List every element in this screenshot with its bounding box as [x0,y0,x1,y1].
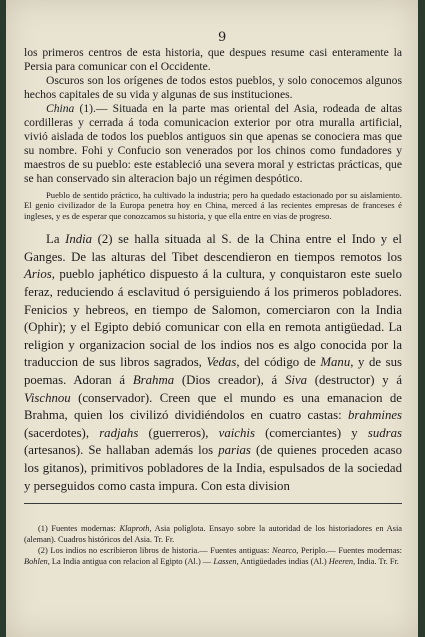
footnote-text: , Asia políglota. Ensayo sobre la autoridad de los historiadores en Asia (aleman). Cuadros históricos del Asia. Tr. Fr. [24,524,402,544]
author-name: Bohlen [24,556,48,566]
term-vedas: Vedas [206,355,237,370]
term-manu: Manu [320,355,351,370]
term-vaichis: vaichis [218,425,255,440]
footnote-1 [24,524,402,546]
footnote-divider [24,503,402,504]
india-text: (de quienes proceden acaso los gitanos), primitivos pobladores de la India, espulsados de la sociedad y perseguidos como casta impura. Con esta division [24,443,402,493]
india-text: , del código de [236,355,321,370]
india-text: (comerciantes) y [254,425,368,440]
india-text: , pueblo japhético dispuesto á la cultura, y conquistaron este suelo feraz, reduciendo á esclavitud ó persiguiendo á los primeros pobladores. Fenicios y hebreos, en tiempo de Salomon, comerciaron con la India (Ophir); y el Egipto debió comunicar con ella en remota antigüedad. La religion y organizacion social de los indios nos es algo conocida por la traduccion de sus libros sagrados, [24,267,402,370]
footnote-text: , Antigüedades indias (Al.) [236,556,329,566]
page-number: 9 [218,30,227,45]
paragraph-continuation: los primeros centros de esta historia, que despues resume casi enteramente la Persia para comunicar con el Occidente. [24,46,402,73]
term-siva: Siva [284,372,308,387]
india-heading: India [65,232,93,247]
india-text: (conservador). Creen que el mundo es una emanacion de Brahma, quien los civilizó dividiéndolos en cuatro castas: [24,390,402,423]
term-vischnou: Vischnou [24,390,71,405]
term-arios: Arios [24,267,52,282]
author-name: Nearco [271,545,297,555]
india-text: (Dios creador), á [174,372,285,387]
author-name: Heeren [328,556,354,566]
india-text: La [46,232,66,247]
author-name: Klaproth [119,524,150,534]
footnote-text: (1) Fuentes modernas: [38,524,120,534]
term-radjahs: radjahs [99,425,139,440]
china-text: (1).— Situada en la parte mas oriental del Asia, rodeada de altas cordilleras y cerrada á toda comunicacion exterior por otra muralla artificial, vivió aislada de todos los pueblos antiguos sin que apenas se conociera mas que su nombre. Fohi y Confucio son venerados por los chinos como fundadores y maestros de su pueblo: este estableció una severa moral y estrictas prácticas, que se han conservado sin alteracion bajo un régimen despótico. [24,102,402,185]
paragraph-china-note: Pueblo de sentido práctico, ha cultivado la industria; pero ha quedado estacionado por su aislamiento. El genio civilizador de la Europa penetra hoy en China, merced á las recientes empresas de franceses é ingleses, y es de esperar que conozcamos su historia, y que ella entre en vias de progreso. [24,190,402,221]
india-text: (destructor) y á [307,372,403,387]
india-text: (2) se halla situada al S. de la China entre el Indo y el Ganges. De las alturas del Tibet descendieron en tiempos remotos los [24,232,402,264]
paragraph-origins: Oscuros son los orígenes de todos estos pueblos, y solo conocemos algunos hechos capitales de su vida y algunas de sus instituciones. [24,74,402,101]
term-brahma: Brahma [132,372,175,387]
footnote-2 [24,546,402,568]
india-text: (artesanos). Se hallaban además los [24,443,219,458]
term-parias: parias [218,443,251,458]
paragraph-india [24,231,402,495]
term-sudras: sudras [367,425,402,440]
author-name: Lassen [213,556,237,566]
term-brahmines: brahmines [347,408,402,423]
footnote-text: (2) Los indios no escribieron libros de historia.— Fuentes antiguas: [38,545,272,555]
india-text: , y de sus poemas. Adoran á [24,355,402,387]
page-content [24,46,402,567]
paragraph-china [24,102,402,186]
india-text: (guerreros), [138,425,219,440]
footnote-text: , India. Tr. Fr. [353,556,399,566]
footnote-text: , La India antigua con relacion al Egipto (Al.) — [47,556,214,566]
footnotes [24,524,402,567]
india-text: (sacerdotes), [24,425,100,440]
footnote-text: , Periplo.— Fuentes modernas: [296,545,403,555]
china-heading: China [46,102,75,115]
book-page [6,0,418,637]
